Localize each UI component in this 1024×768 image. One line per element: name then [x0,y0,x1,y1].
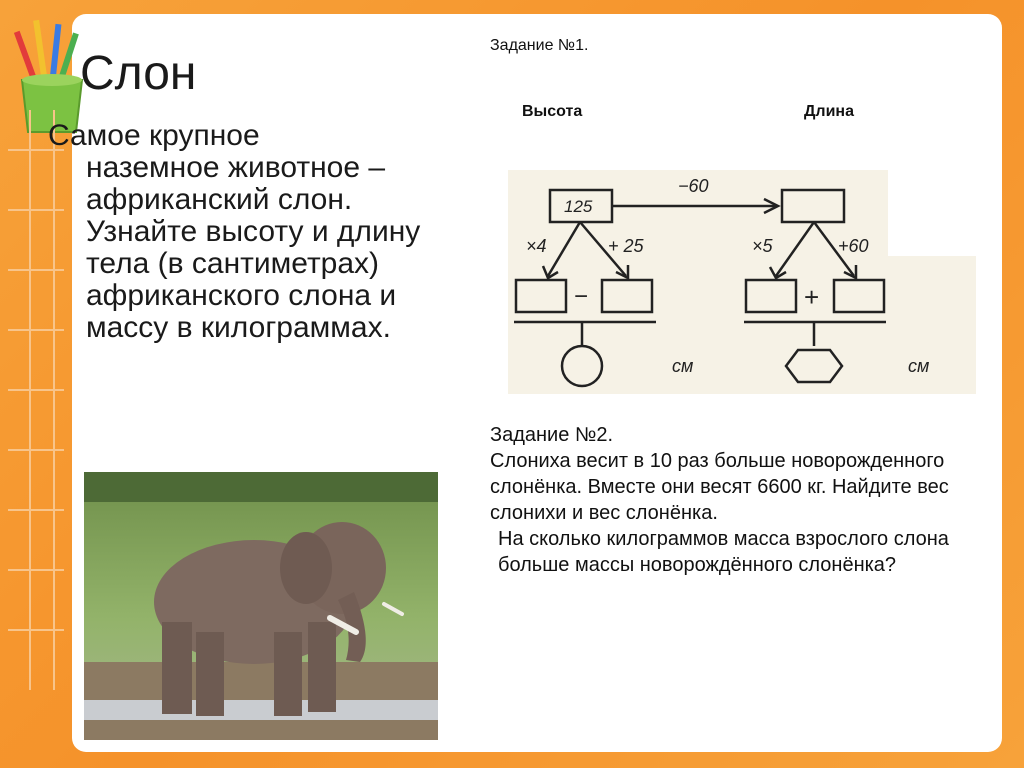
task2-block [490,422,990,578]
task2-line1: Слониха весит в 10 раз больше новорожденного слонёнка. Вместе они весят 6600 кг. Найдите вес слонихи и вес слонёнка. [490,450,949,524]
minus-sign: − [574,283,589,310]
elephant-photo [84,472,438,740]
task1-title: Задание №1. [490,37,589,54]
label-length: Длина [804,103,854,120]
start-value: 125 [564,197,593,216]
unit-right: см [908,356,930,376]
arrow-top-op: −60 [678,176,709,196]
page-title: Слон [80,47,197,100]
intro-rest: наземное животное – африканский слон. Узнайте высоту и длину тела (в сантиметрах) африканского слона и массу в килограммах. [86,151,421,344]
intro-text [48,120,428,344]
op-left2: + 25 [608,236,644,256]
intro-first-line: Самое крупное [48,119,260,152]
op-right1: ×5 [752,236,773,256]
op-right2: +60 [838,236,869,256]
label-height: Высота [522,103,583,120]
plus-sign: + [804,282,820,312]
task1-diagram [508,170,976,394]
task2-line2: На сколько килограммов масса взрослого слона больше массы новорождённого слонёнка? [498,528,949,576]
unit-left: см [672,356,694,376]
task2-title: Задание №2. [490,424,614,446]
op-left1: ×4 [526,236,547,256]
